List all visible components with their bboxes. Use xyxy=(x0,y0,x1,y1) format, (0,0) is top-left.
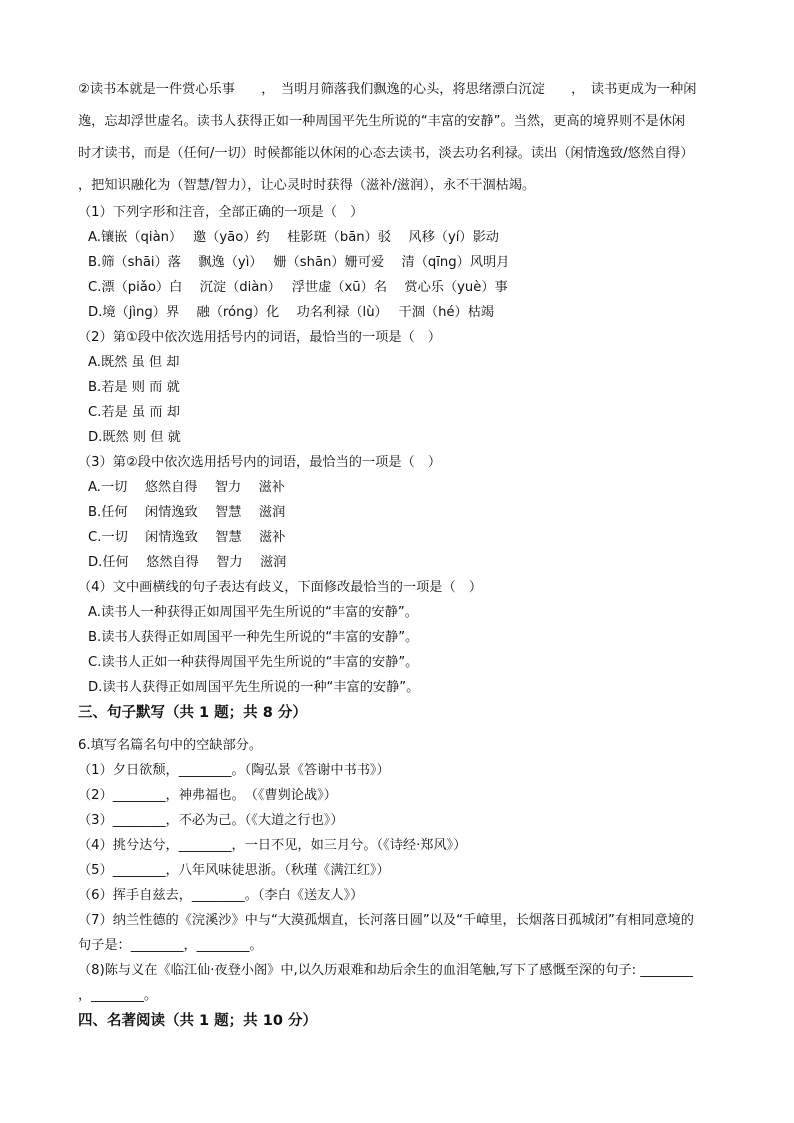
passage-line: 时才读书，而是（任何/一切）时候都能以休闲的心态去读书，淡去功名利禄。读出（闲情逸致/悠然自得） xyxy=(78,146,694,161)
option-d: D.任何 悠然自得 智力 滋润 xyxy=(88,555,287,570)
fill-item-continuation: 句子是：________，________。 xyxy=(78,938,263,953)
option-d: D.境（jìng）界 融（róng）化 功名利禄（lù） 干涸（hé）枯竭 xyxy=(88,305,495,320)
passage-line: 逸，忘却浮世虚名。读书人获得正如一种周国平先生所说的“丰富的安静”。当然，更高的境界则不是休闲 xyxy=(78,114,686,129)
question-stem: 6.填写名篇名句中的空缺部分。 xyxy=(78,738,263,753)
option-b: B.若是 则 而 就 xyxy=(88,380,180,395)
option-d: D.既然 则 但 就 xyxy=(88,430,181,445)
fill-item: （5）________，八年风味徒思浙。（秋瑾《满江红》） xyxy=(78,863,390,878)
option-b: B.任何 闲情逸致 智慧 滋润 xyxy=(88,505,286,520)
fill-item: （2）________，神弗福也。 （《曹刿论战》） xyxy=(78,788,337,803)
passage-line: ②读书本就是一件赏心乐事 ， 当明月筛落我们飘逸的心头，将思绪漂白沉淀 ， 读书更成为一种闲 xyxy=(78,82,697,97)
option-a: A.读书人一种获得正如周国平先生所说的“丰富的安静”。 xyxy=(88,605,418,620)
question-stem: （3）第②段中依次选用括号内的词语，最恰当的一项是（ ） xyxy=(78,455,442,470)
option-c: C.若是 虽 而 却 xyxy=(88,405,180,420)
passage-line: ，把知识融化为（智慧/智力），让心灵时时获得（滋补/滋润），永不干涸枯竭。 xyxy=(78,178,536,193)
option-c: C.漂（piǎo）白 沉淀（diàn） 浮世虚（xū）名 赏心乐（yuè）事 xyxy=(88,280,508,295)
fill-item: （7）纳兰性德的《浣溪沙》中与“大漠孤烟直，长河落日圆”以及“千嶂里，长烟落日孤城闭”有相同意境的 xyxy=(78,913,694,928)
fill-item-continuation: ，________。 xyxy=(78,988,158,1003)
option-a: A.镶嵌（qiàn） 邀（yāo）约 桂影斑（bān）驳 风移（yí）影动 xyxy=(88,230,499,245)
fill-item: （6）挥手自兹去，________。（李白《送友人》） xyxy=(78,888,364,903)
question-stem: （2）第①段中依次选用括号内的词语，最恰当的一项是（ ） xyxy=(78,330,442,345)
option-b: B.筛（shāi）落 飘逸（yì） 姗（shān）姗可爱 清（qīng）风明月 xyxy=(88,255,510,270)
option-c: C.一切 闲情逸致 智慧 滋补 xyxy=(88,530,286,545)
option-a: A.一切 悠然自得 智力 滋补 xyxy=(88,480,285,495)
option-d: D.读书人获得正如周国平先生所说的一种“丰富的安静”。 xyxy=(88,680,420,695)
option-c: C.读书人正如一种获得周国平先生所说的“丰富的安静”。 xyxy=(88,655,419,670)
fill-item: （4）挑兮达兮，________，一日不见，如三月兮。（《诗经·郑风》） xyxy=(78,838,467,853)
question-stem: （1）下列字形和注音，全部正确的一项是（ ） xyxy=(78,205,364,220)
section-heading: 四、名著阅读（共 1 题；共 10 分） xyxy=(78,1013,317,1029)
option-b: B.读书人获得正如周国平一种先生所说的“丰富的安静”。 xyxy=(88,630,419,645)
fill-item: （8)陈与义在《临江仙·夜登小阁》中,以久历艰难和劫后余生的血泪笔触,写下了感慨至深的句子: ________ xyxy=(78,963,693,978)
question-stem: （4）文中画横线的句子表达有歧义，下面修改最恰当的一项是（ ） xyxy=(78,580,483,595)
fill-item: （3）________，不必为己。（《大道之行也》） xyxy=(78,813,344,828)
option-a: A.既然 虽 但 却 xyxy=(88,355,180,370)
fill-item: （1）夕日欲颓，________。（陶弘景《答谢中书书》） xyxy=(78,763,390,778)
section-heading: 三、句子默写（共 1 题；共 8 分） xyxy=(78,705,307,721)
